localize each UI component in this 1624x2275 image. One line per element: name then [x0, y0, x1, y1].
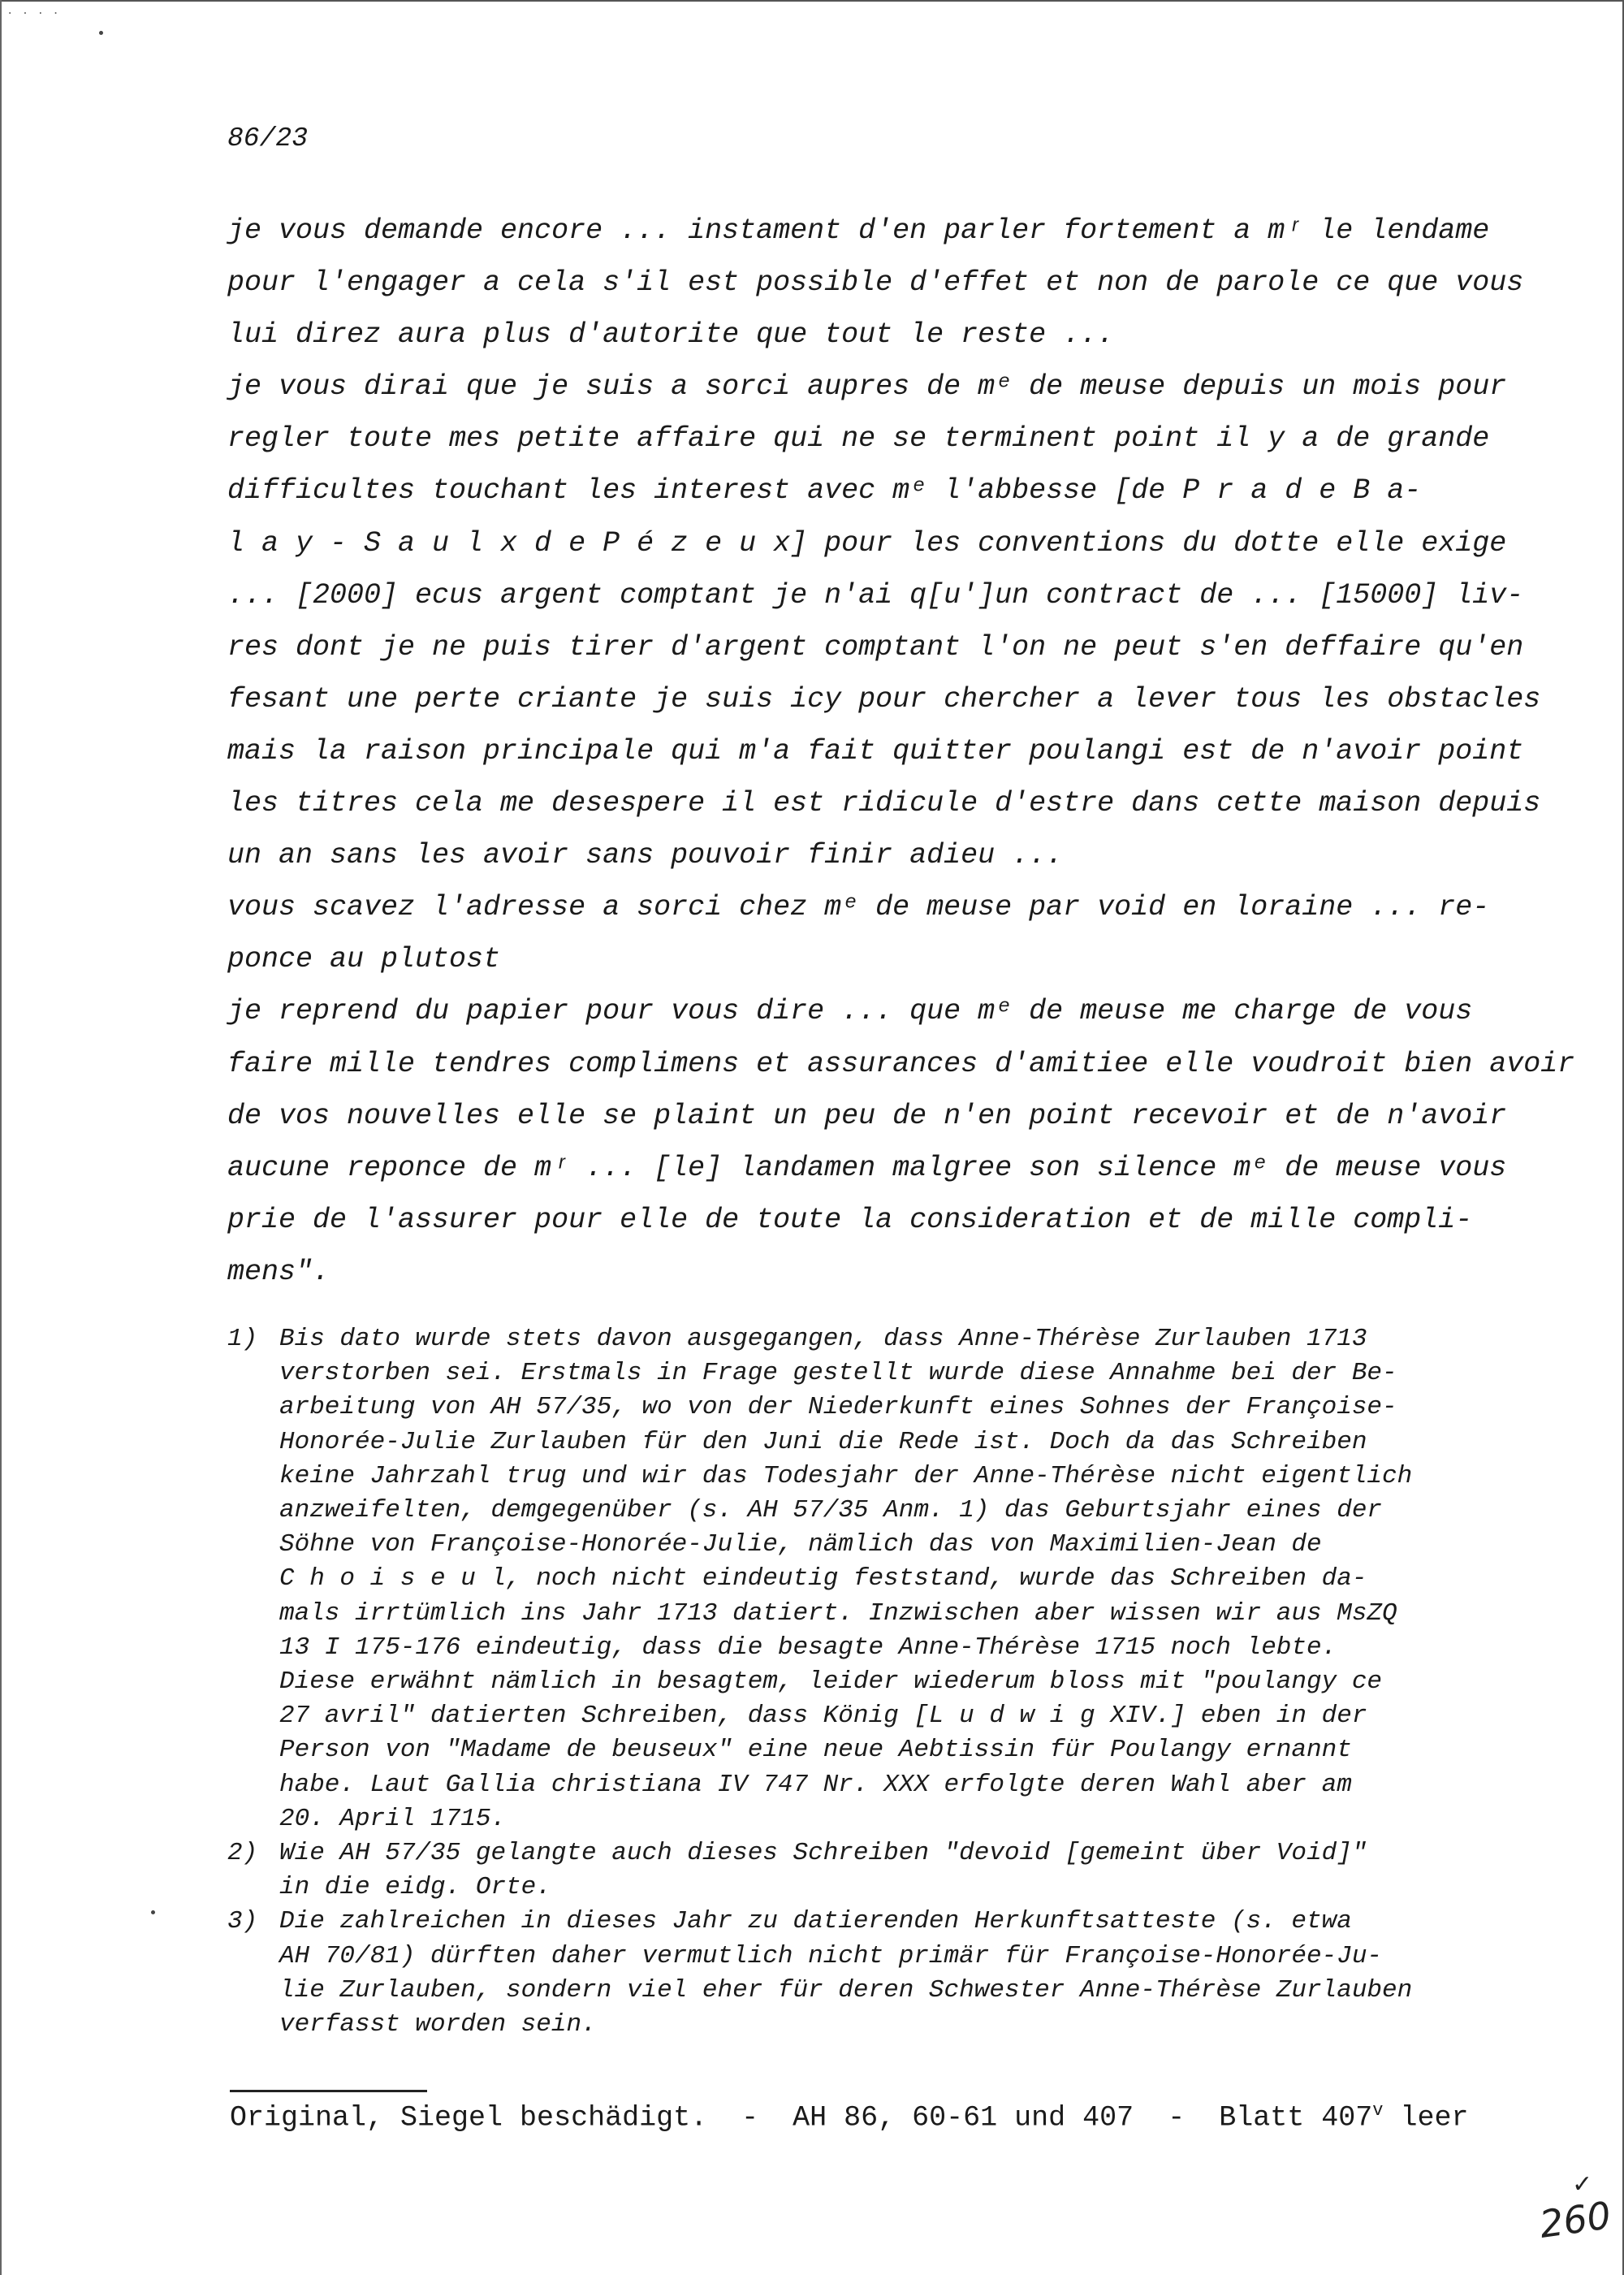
- source-note-superscript: v: [1372, 2100, 1384, 2121]
- folio-number: 260: [1536, 2193, 1614, 2247]
- footnote-line: Person von "Madame de beuseux" eine neue Aebtissin für Poulangy ernannt: [279, 1736, 1352, 1765]
- footnote-line: 27 avril" datierten Schreiben, dass König [L u d w i g XIV.] eben in der: [279, 1702, 1367, 1731]
- letter-line: aucune reponce de mʳ ... [le] landamen malgree son silence mᵉ de meuse vous: [227, 1151, 1507, 1184]
- footnote-number: 3): [227, 1907, 258, 1936]
- footnote-line: Die zahlreichen in dieses Jahr zu datierenden Herkunftsatteste (s. etwa: [279, 1907, 1352, 1936]
- letter-line: ponce au plutost: [227, 943, 501, 976]
- footnote-line: lie Zurlauben, sondern viel eher für deren Schwester Anne-Thérèse Zurlauben: [279, 1975, 1413, 2005]
- footnote-text: [279, 1322, 1412, 1836]
- footnote-line: in die eidg. Orte.: [279, 1873, 551, 1902]
- page-reference: 86/23: [227, 123, 309, 154]
- letter-line: un an sans les avoir sans pouvoir finir adieu ...: [227, 839, 1064, 872]
- letter-line: je vous dirai que je suis a sorci aupres de mᵉ de meuse depuis un mois pour: [227, 370, 1507, 404]
- letter-line: prie de l'assurer pour elle de toute la consideration et de mille compli-: [227, 1203, 1473, 1236]
- footnote-line: 13 I 175-176 eindeutig, dass die besagte Anne-Thérèse 1715 noch lebte.: [279, 1633, 1337, 1662]
- footnote-number: 1): [227, 1325, 258, 1353]
- footnote-text: [279, 1905, 1412, 2042]
- footnote-line: Söhne von Françoise-Honorée-Julie, nämlich das von Maximilien-Jean de: [279, 1530, 1322, 1559]
- folio-check-mark: ✓: [1572, 2170, 1593, 2199]
- letter-transcription: [227, 205, 1575, 1298]
- letter-line: mais la raison principale qui m'a fait quitter poulangi est de n'avoir point: [227, 734, 1524, 768]
- letter-line: je reprend du papier pour vous dire ... que mᵉ de meuse me charge de vous: [227, 995, 1473, 1028]
- scan-speck: [99, 31, 103, 35]
- letter-line: je vous demande encore ... instament d'en parler fortement a mʳ le lendame: [227, 214, 1490, 247]
- footnotes: [227, 1322, 1543, 2042]
- letter-line: de vos nouvelles elle se plaint un peu de n'en point recevoir et de n'avoir: [227, 1099, 1507, 1132]
- footnote: [227, 1905, 1543, 2042]
- letter-line: pour l'engager a cela s'il est possible d'effet et non de parole ce que vous: [227, 266, 1524, 300]
- source-note: [230, 2100, 1468, 2134]
- scan-corner-mark: . . . .: [6, 5, 60, 18]
- letter-line: vous scavez l'adresse a sorci chez mᵉ de meuse par void en loraine ... re-: [227, 891, 1490, 924]
- letter-line: faire mille tendres complimens et assurances d'amitiee elle voudroit bien avoir: [227, 1047, 1575, 1080]
- footnote-line: anzweifelten, demgegenüber (s. AH 57/35 Anm. 1) das Geburtsjahr eines der: [279, 1496, 1383, 1525]
- letter-line: mens".: [227, 1255, 330, 1288]
- footnote-line: Bis dato wurde stets davon ausgegangen, dass Anne-Thérèse Zurlauben 1713: [279, 1325, 1367, 1353]
- source-note-text: Original, Siegel beschädigt. - AH 86, 60-61 und 407 - Blatt 407: [230, 2101, 1373, 2134]
- footnote-line: verstorben sei. Erstmals in Frage gestellt wurde diese Annahme bei der Be-: [279, 1359, 1397, 1388]
- footnote-line: arbeitung von AH 57/35, wo von der Niederkunft eines Sohnes der Françoise-: [279, 1393, 1397, 1422]
- footnote: [227, 1322, 1543, 1836]
- scan-speck: [151, 1910, 155, 1914]
- footnote-line: AH 70/81) dürften daher vermutlich nicht primär für Françoise-Honorée-Ju-: [279, 1941, 1383, 1970]
- footnote-line: Wie AH 57/35 gelangte auch dieses Schreiben "devoid [gemeint über Void]": [279, 1839, 1367, 1868]
- source-note-suffix: leer: [1383, 2101, 1469, 2134]
- footnote-line: mals irrtümlich ins Jahr 1713 datiert. Inzwischen aber wissen wir aus MsZQ: [279, 1598, 1397, 1628]
- letter-line: l a y - S a u l x d e P é z e u x] pour les conventions du dotte elle exige: [227, 526, 1507, 560]
- footnote-line: Honorée-Julie Zurlauben für den Juni die Rede ist. Doch da das Schreiben: [279, 1427, 1367, 1456]
- source-rule: [230, 2090, 427, 2092]
- footnote-line: habe. Laut Gallia christiana IV 747 Nr. XXX erfolgte deren Wahl aber am: [279, 1770, 1352, 1799]
- footnote-text: [279, 1836, 1367, 1905]
- footnote: [227, 1836, 1543, 1905]
- footnote-line: keine Jahrzahl trug und wir das Todesjahr der Anne-Thérèse nicht eigentlich: [279, 1461, 1413, 1490]
- footnote-line: Diese erwähnt nämlich in besagtem, leider wiederum bloss mit "poulangy ce: [279, 1667, 1383, 1697]
- page-border-top: [0, 0, 1624, 2]
- footnote-number: 2): [227, 1839, 258, 1868]
- footnote-line: C h o i s e u l, noch nicht eindeutig feststand, wurde das Schreiben da-: [279, 1564, 1367, 1594]
- letter-line: difficultes touchant les interest avec mᵉ l'abbesse [de P r a d e B a-: [227, 474, 1422, 508]
- letter-line: ... [2000] ecus argent comptant je n'ai q[u']un contract de ... [15000] liv-: [227, 578, 1524, 612]
- letter-line: lui direz aura plus d'autorite que tout le reste ...: [227, 318, 1115, 352]
- letter-line: les titres cela me desespere il est ridicule d'estre dans cette maison depuis: [227, 787, 1541, 820]
- footnote-line: 20. April 1715.: [279, 1804, 507, 1833]
- letter-line: fesant une perte criante je suis icy pour chercher a lever tous les obstacles: [227, 682, 1541, 716]
- letter-line: res dont je ne puis tirer d'argent comptant l'on ne peut s'en deffaire qu'en: [227, 630, 1524, 664]
- footnote-line: verfasst worden sein.: [279, 2010, 597, 2039]
- page-border-left: [0, 0, 2, 2275]
- letter-line: regler toute mes petite affaire qui ne se terminent point il y a de grande: [227, 422, 1490, 456]
